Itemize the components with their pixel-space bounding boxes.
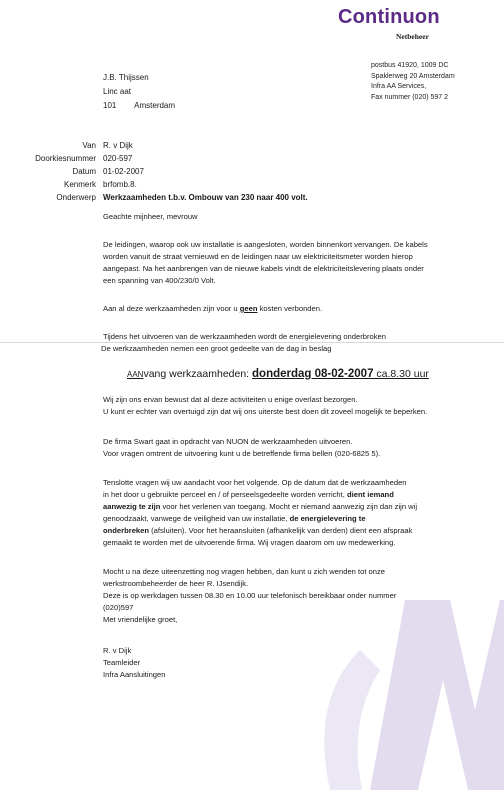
letter-meta: [28, 139, 308, 204]
salutation: Geachte mijnheer, mevrouw: [103, 212, 198, 221]
paragraph-attention: [103, 477, 493, 549]
text-span: genoodzaakt, vanwege de veiligheid van uw installatie,: [103, 514, 290, 523]
text-line: [103, 513, 493, 525]
text-span: in het door u gebruikte perceel en / of perseelsgedeelte worden verricht,: [103, 490, 347, 499]
start-date: donderdag 08-02-2007: [252, 368, 374, 380]
text-line: [103, 501, 493, 513]
sender-address: [371, 61, 455, 103]
paragraph-contractor: [103, 436, 493, 460]
recipient-postcode: 101: [103, 101, 117, 110]
meta-row: [28, 191, 308, 204]
paragraph-cables: [103, 239, 493, 287]
text-span: kosten verbonden.: [257, 304, 323, 313]
company-division: Netbeheer: [396, 32, 429, 41]
meta-row: [28, 165, 308, 178]
emphasis-text: de energielevering te: [289, 514, 366, 523]
recipient-street: Linc aat: [103, 87, 132, 96]
text-line: [103, 525, 493, 537]
recipient-address: [103, 71, 175, 113]
company-logo: Continuon: [338, 6, 440, 28]
recipient-city: Amsterdam: [134, 101, 176, 110]
sender-line: postbus 41920, 1009 DC: [371, 62, 449, 69]
paragraph-costs: [103, 303, 493, 315]
meta-label: Doorkiesnummer: [35, 154, 96, 163]
recipient-city-line: [103, 99, 175, 113]
meta-subject: Werkzaamheden t.b.v. Ombouw van 230 naar 400 volt.: [103, 193, 308, 202]
text-line: (020)597: [103, 603, 134, 612]
text-line: De firma Swart gaat in opdracht van NUON de werkzaamheden uitvoeren.: [103, 437, 353, 446]
text-line: werkstroombeheerder de heer R. IJsendijk.: [103, 579, 249, 588]
sender-line: Spaklerweg 20 Amsterdam: [371, 72, 455, 80]
text-line: Tijdens het uitvoeren van de werkzaamheden wordt de energielevering onderbroken: [103, 332, 386, 341]
text-span: Aan al deze werkzaamheden zijn voor u: [103, 304, 240, 313]
emphasis-text: onderbreken: [103, 526, 149, 535]
meta-label: Kenmerk: [63, 180, 96, 189]
text-line: De leidingen, waarop ook uw installatie is aangesloten, worden binnenkort vervangen. De kabels: [103, 240, 428, 249]
meta-value: brfomb.8.: [103, 180, 137, 189]
signature-title: Teamleider: [103, 658, 141, 667]
closing-line: Met vriendelijke groet,: [103, 615, 178, 624]
text-line: U kunt er echter van overtuigd zijn dat wij ons uiterste best doen dit zoveel mogelijk te beperken.: [103, 407, 428, 416]
text-line: gemaakt te worden met de uitvoerende firma. Wij vragen daarom om uw medewerking.: [103, 538, 396, 547]
paragraph-interruption: [103, 331, 493, 355]
text-line: [103, 489, 493, 501]
text-line: Tenslotte vragen wij uw aandacht voor het volgende. Op de datum dat de werkzaamheden: [103, 478, 407, 487]
meta-label: Van: [82, 141, 96, 150]
recipient-name: J.B. Thijssen: [103, 73, 149, 82]
text-line: worden vanuit de straat vernieuwd en de leidingen naar uw elektriciteitsmeter worden hierop: [103, 252, 413, 261]
paragraph-inconvenience: [103, 394, 493, 418]
signature-block: [103, 645, 493, 681]
paragraph-contact: [103, 566, 493, 626]
text-line: Mocht u na deze uiteenzetting nog vragen hebben, dan kunt u zich wenden tot onze: [103, 567, 386, 576]
emphasis-text: dient iemand: [347, 490, 394, 499]
meta-label: Onderwerp: [56, 193, 96, 202]
meta-row: [28, 152, 308, 165]
text-span: voor het verlenen van toegang. Mocht er niemand aanwezig zijn dan zijn wij: [160, 502, 418, 511]
meta-row: [28, 139, 308, 152]
meta-label: Datum: [72, 167, 96, 176]
start-prefix: vang werkzaamheden:: [143, 368, 253, 380]
start-prefix-small: AAN: [127, 370, 144, 379]
sender-line: Fax nummer (020) 597 2: [371, 93, 449, 101]
meta-row: [28, 178, 308, 191]
text-line: een spanning van 400/230/0 Volt.: [103, 276, 216, 285]
signature-department: Infra Aansluitingen: [103, 670, 166, 679]
sender-line: Infra AA Services,: [371, 83, 427, 90]
text-line: Deze is op werkdagen tussen 08.30 en 10.00 uur telefonisch bereikbaar onder nummer: [103, 591, 397, 600]
start-time: ca.8.30 uur: [373, 368, 429, 380]
emphasis-geen: geen: [239, 304, 258, 313]
emphasis-text: aanwezig te zijn: [103, 502, 161, 511]
text-line: Wij zijn ons ervan bewust dat al deze activiteiten u enige overlast bezorgen.: [103, 395, 358, 404]
text-line: [103, 303, 493, 315]
meta-value: R. v Dijk: [103, 141, 133, 150]
text-line: Voor vragen omtrent de uitvoering kunt u de betreffende firma bellen (020-6825 5).: [103, 449, 381, 458]
meta-value: 01-02-2007: [103, 167, 144, 176]
meta-value: 020-597: [103, 154, 133, 163]
text-line: aangepast. Na het aanbrengen van de nieuwe kabels vindt de elektriciteitslevering plaats onder: [103, 264, 424, 273]
text-span: (afsluiten). Voor het heraansluiten (afhankelijk van derden) dient een afspraak: [149, 526, 413, 535]
signature-name: R. v Dijk: [103, 646, 132, 655]
text-line: De werkzaamheden nemen een groot gedeelte van de dag in beslag: [101, 344, 332, 353]
start-of-works-line: [127, 368, 429, 380]
